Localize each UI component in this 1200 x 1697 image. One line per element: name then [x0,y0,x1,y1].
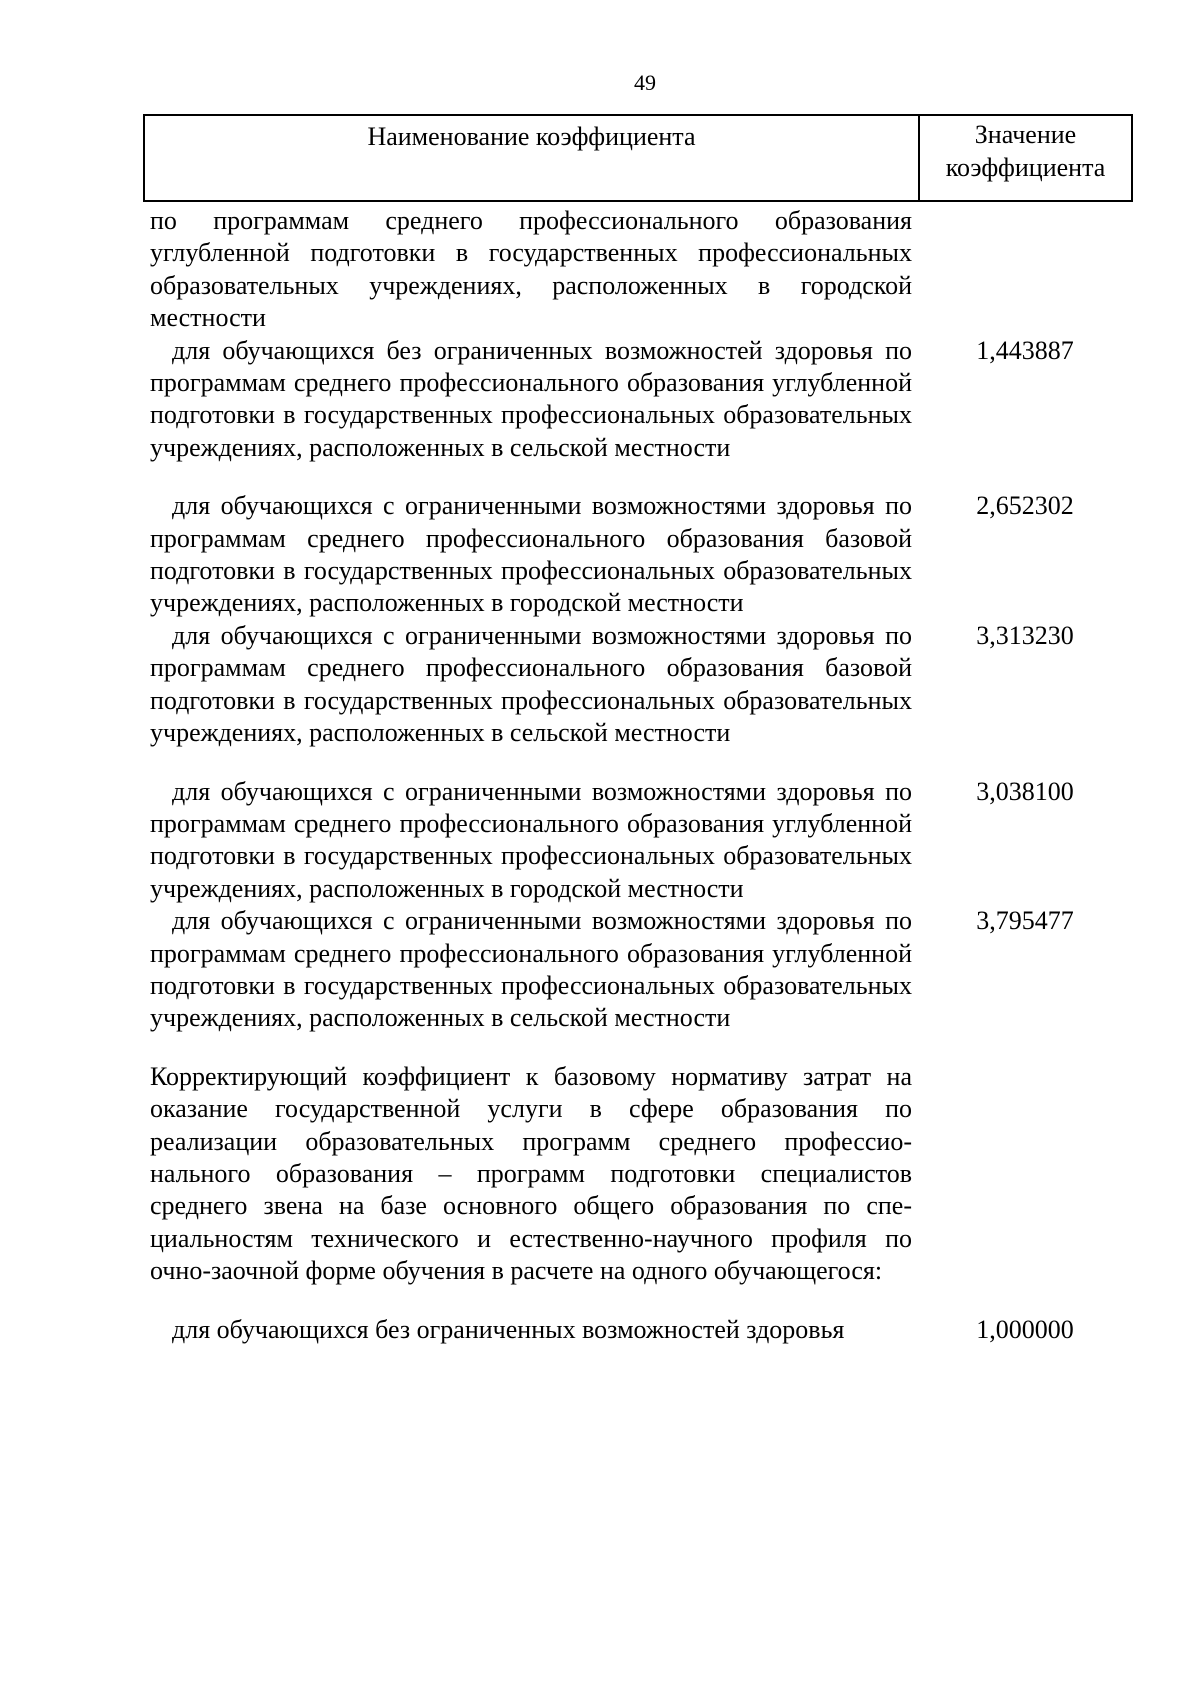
row-value: 1,443887 [976,335,1074,365]
row-spacer [150,1035,1150,1061]
row-value: 1,000000 [976,1314,1074,1344]
column-header-name: Наименование коэффициента [145,116,920,200]
section-heading-text: Корректирующий коэффициент к базовому нормативу затрат на оказание государственной услуги в сфере образования по реализации образовательных программ среднего профессионального образования – программ подготовки специалистов среднего звена на базе основного общего образования по специальностям технического и естественно-научного профиля по очно-заочной форме обучения в расчете на одного обучающегося: [150,1061,912,1286]
table-row [150,905,1150,1035]
table-body [150,205,1150,1346]
table-row [150,776,1150,906]
table-row [150,1061,1150,1288]
table-row [150,205,1150,335]
row-value: 2,652302 [976,491,1074,521]
row-text: для обучающихся с ограниченными возможностями здоровья по программам среднего профессионального образования углубленной подготовки в государственных профессиональных образовательных учреждениях, расположенных в городской местности [150,776,912,903]
table-header [143,114,1133,202]
table-row [150,1314,1150,1346]
row-value: 3,313230 [976,620,1074,650]
row-text: по программам среднего профессионального образования углубленной подготовки в государственных профессиональных образовательных учреждениях, расположенных в городской местности [150,206,912,333]
row-spacer [150,464,1150,490]
table-row [150,335,1150,465]
row-text: для обучающихся с ограниченными возможностями здоровья по программам среднего профессионального образования базовой подготовки в государственных профессиональных образовательных учреждениях, расположенных в сельской местности [150,620,912,748]
table-row [150,490,1150,620]
row-value: 3,795477 [976,906,1074,936]
row-text: для обучающихся с ограниченными возможностями здоровья по программам среднего профессионального образования базовой подготовки в государственных профессиональных образовательных учреждениях, расположенных в городской местности [150,491,912,618]
page-number: 49 [634,70,656,95]
row-spacer [150,750,1150,776]
column-header-value-line2: коэффициента [945,153,1106,182]
column-header-value-line1: Значение [974,120,1077,149]
column-header-value [920,116,1131,200]
row-value: 3,038100 [976,776,1074,806]
row-text: для обучающихся с ограниченными возможностями здоровья по программам среднего профессионального образования углубленной подготовки в государственных профессиональных образовательных учреждениях, расположенных в сельской местности [150,906,912,1033]
row-spacer [150,1288,1150,1314]
row-text: для обучающихся без ограниченных возможностей здоровья по программам среднего профессионального образования углубленной подготовки в государственных профессиональных образовательных учреждениях, расположенных в сельской местности [150,335,912,462]
table-row [150,620,1150,750]
row-text: для обучающихся без ограниченных возможностей здоровья [172,1314,845,1344]
